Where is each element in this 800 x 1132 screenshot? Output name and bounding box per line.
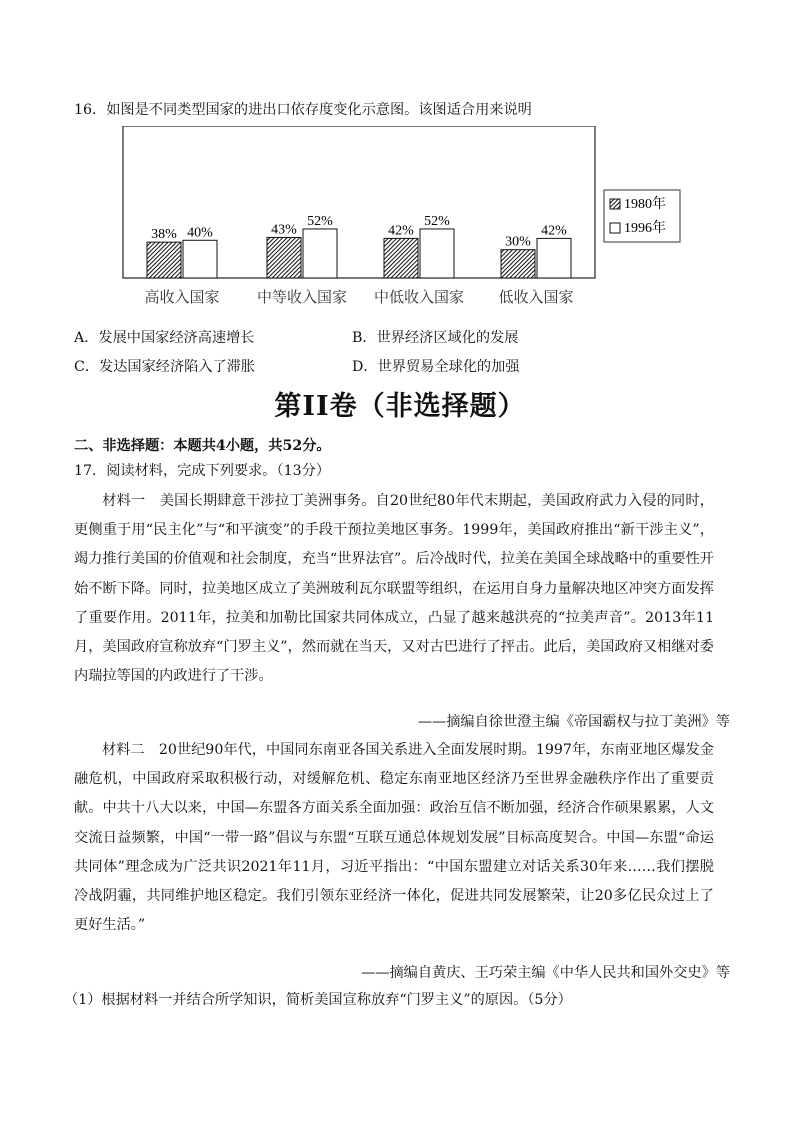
data-label: 42% bbox=[388, 223, 414, 239]
legend bbox=[604, 190, 680, 242]
data-label: 43% bbox=[271, 222, 297, 238]
bar-1996年-低收入国家 bbox=[537, 238, 571, 278]
bar-1980年-中等收入国家 bbox=[267, 237, 301, 278]
source-2: ——摘编自黄庆、王巧荣主编《中华人民共和国外交史》等 bbox=[361, 965, 730, 981]
option-b: B．世界经济区域化的发展 bbox=[352, 330, 519, 346]
category-label: 中低收入国家 bbox=[373, 288, 465, 306]
bar-1980年-高收入国家 bbox=[147, 242, 181, 278]
bar-1996年-中低收入国家 bbox=[420, 229, 454, 278]
subquestion-1: （1）根据材料一并结合所学知识，简析美国宣称放弃“门罗主义”的原因。（5分） bbox=[64, 992, 572, 1008]
data-label: 40% bbox=[187, 225, 213, 241]
bar-chart bbox=[118, 126, 688, 306]
data-label: 52% bbox=[307, 213, 333, 229]
section-title: 第II卷（非选择题） bbox=[274, 391, 526, 422]
bar-1980年-中低收入国家 bbox=[384, 238, 418, 278]
legend-label-1996: 1996年 bbox=[624, 221, 666, 236]
data-label: 38% bbox=[151, 227, 177, 243]
bar-1980年-低收入国家 bbox=[501, 250, 535, 278]
data-label: 42% bbox=[541, 223, 567, 239]
question-17-stem: 17．阅读材料，完成下列要求。（13分） bbox=[74, 463, 331, 479]
bar-1996年-中等收入国家 bbox=[303, 229, 337, 278]
category-label: 中等收入国家 bbox=[256, 288, 348, 306]
option-d: D．世界贸易全球化的加强 bbox=[352, 359, 520, 375]
source-1: ——摘编自徐世澄主编《帝国霸权与拉丁美洲》等 bbox=[417, 714, 730, 730]
option-c: C．发达国家经济陷入了滞胀 bbox=[74, 359, 256, 375]
material-2: 材料二 20世纪90年代，中国同东南亚各国关系进入全面发展时期。1997年，东南亚地区爆发金融危机，中国政府采取积极行动，对缓解危机、稳定东南亚地区经济乃至世界金融秩序作出了重要贡献。中共十八大以来，中国—东盟各方面关系全面加强：政治互信不断加强，经济合作硕果累累，人文交流日益频繁，中国“一带一路”倡议与东盟“互联互通总体规划发展”目标高度契合。中国—东盟“命运共同体”理念成为广泛共识2021年11月，习近平指出：“中国东盟建立对话关系30年来……我们摆脱冷战阴霾，共同维护地区稳定。我们引领东亚经济一体化，促进共同发展繁荣，让20多亿民众过上了更好生活。” bbox=[74, 742, 714, 934]
section-instructions: 二、非选择题：本题共4小题，共52分。 bbox=[74, 438, 331, 454]
category-label: 低收入国家 bbox=[498, 288, 574, 306]
data-label: 52% bbox=[424, 213, 450, 229]
legend-swatch-1980 bbox=[610, 199, 620, 209]
question-16-stem: 16．如图是不同类型国家的进出口依存度变化示意图。该图适合用来说明 bbox=[74, 102, 532, 118]
option-a: A．发展中国家经济高速增长 bbox=[74, 330, 255, 346]
category-label: 高收入国家 bbox=[144, 288, 220, 306]
data-label: 30% bbox=[505, 234, 531, 250]
legend-swatch-1996 bbox=[610, 223, 620, 233]
material-1: 材料一 美国长期肆意干涉拉丁美洲事务。自20世纪80年代末期起，美国政府武力入侵的同时，更侧重于用“民主化”与“和平演变”的手段干预拉美地区事务。1999年，美国政府推出“新干涉主义”，竭力推行美国的价值观和社会制度，充当“世界法官”。后冷战时代，拉美在美国全球战略中的重要性开始不断下降。同时，拉美地区成立了美洲玻利瓦尔联盟等组织，在运用自身力量解决地区冲突方面发挥了重要作用。2011年，拉美和加勒比国家共同体成立，凸显了越来越洪亮的“拉美声音”。2013年11月，美国政府宣称放弃“门罗主义”，然而就在当天，又对古巴进行了抨击。此后，美国政府又相继对委内瑞拉等国的内政进行了干涉。 bbox=[74, 493, 714, 685]
legend-label-1980: 1980年 bbox=[624, 197, 666, 212]
bar-1996年-高收入国家 bbox=[183, 240, 217, 278]
